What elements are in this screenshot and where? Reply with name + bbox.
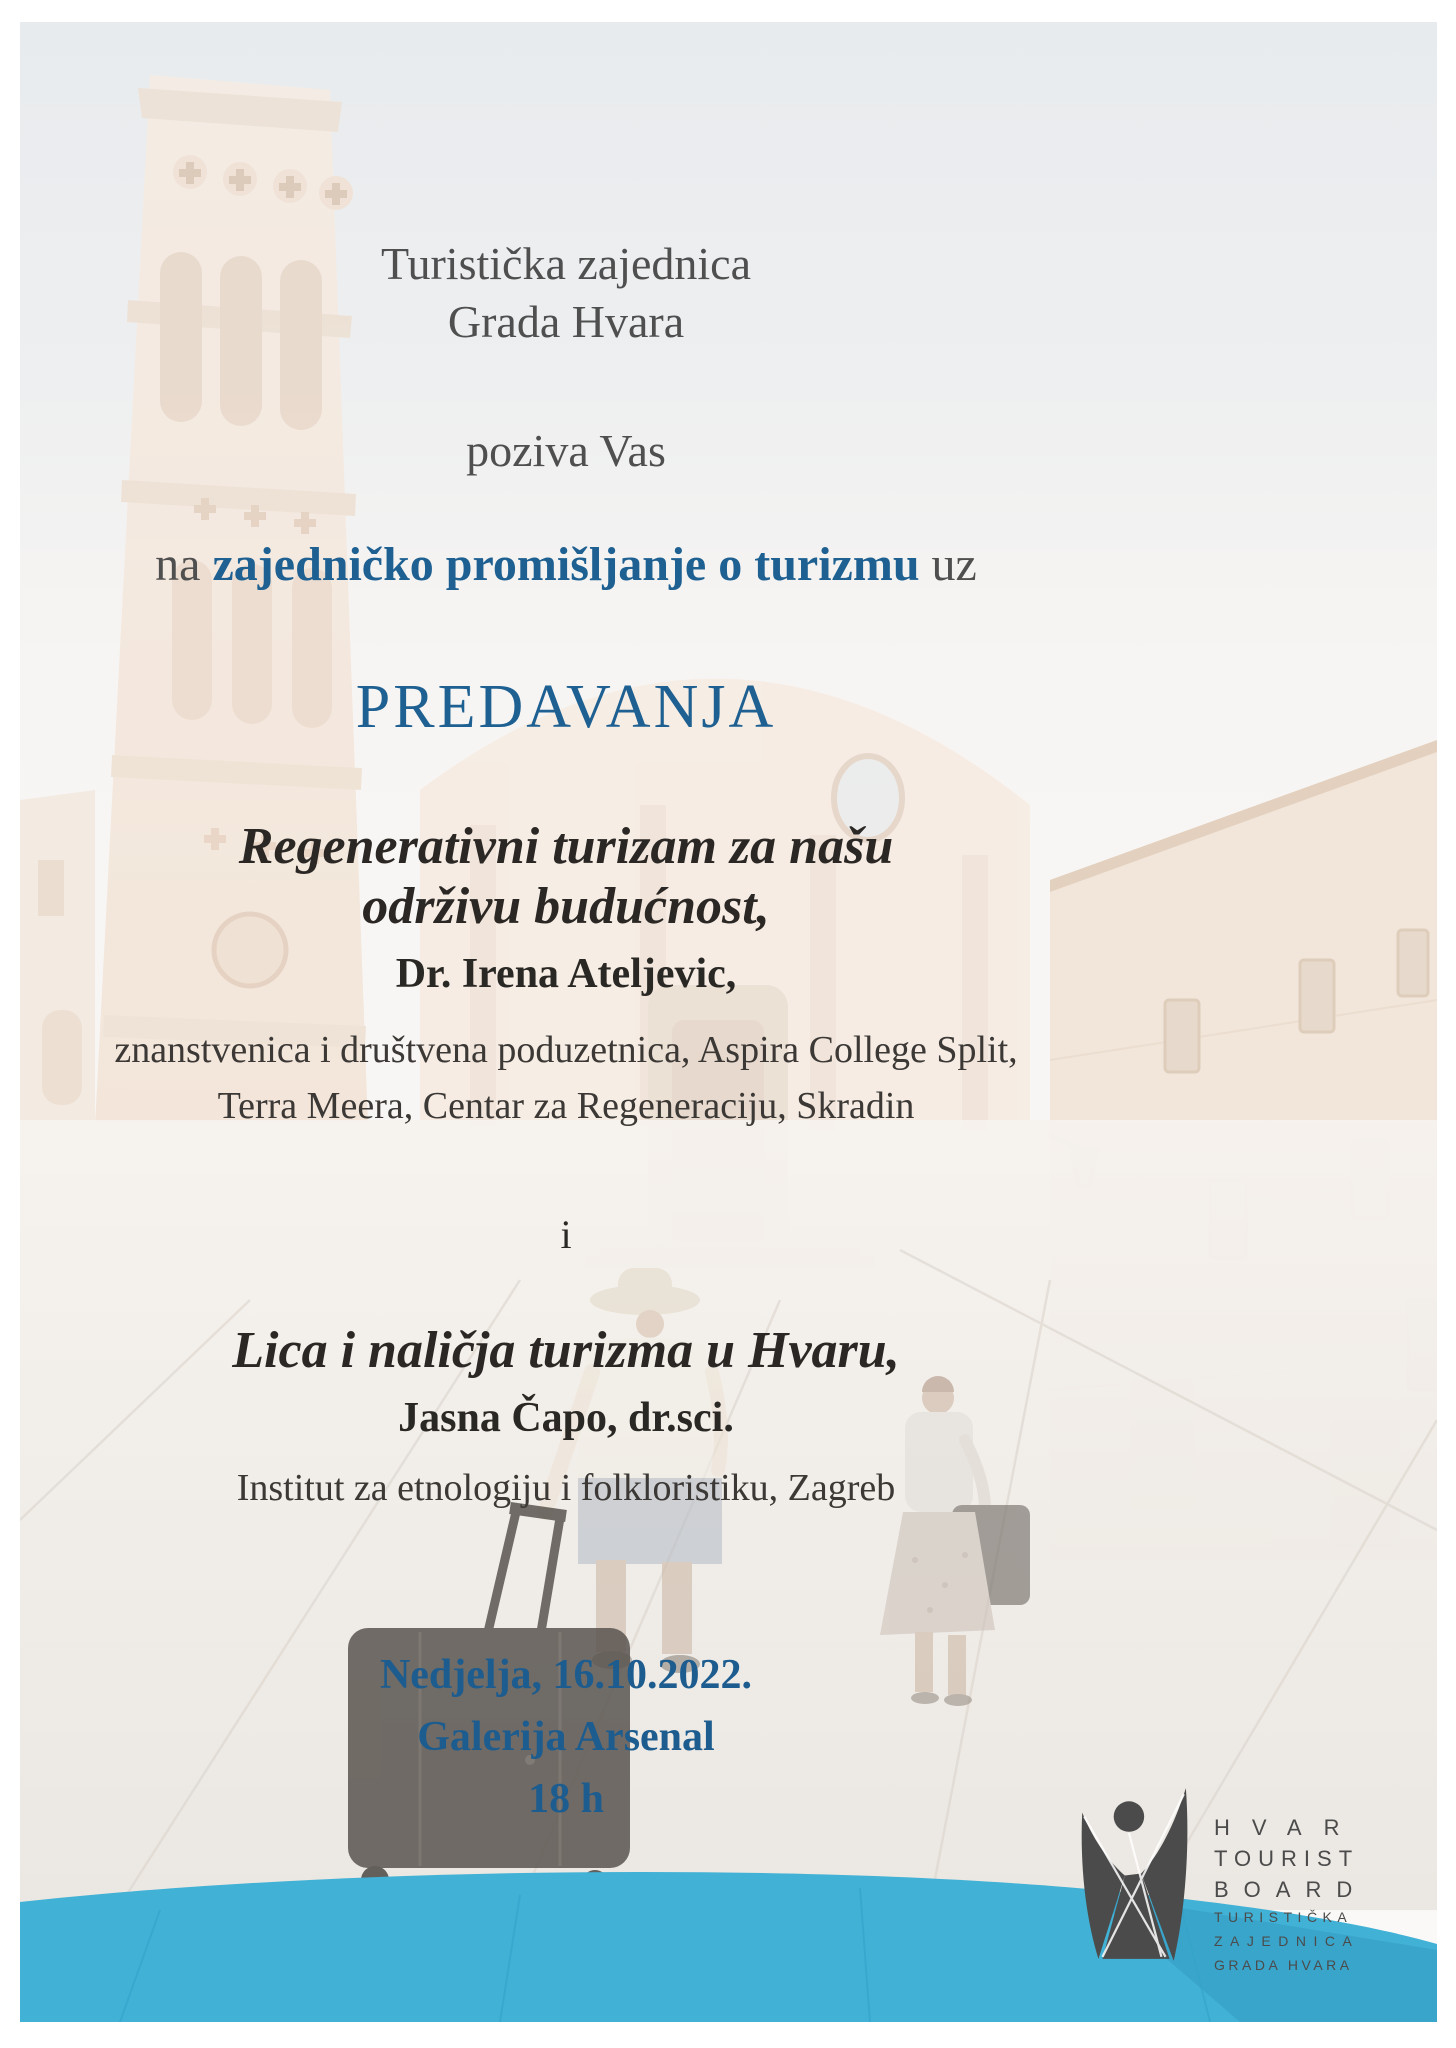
organization-name-line1: Turistička zajednica xyxy=(380,238,752,289)
lecture1-title-line1: Regenerativni turizam za našu xyxy=(238,818,894,875)
theme-prefix: na xyxy=(155,538,201,591)
logo-line-tourist: TOURIST xyxy=(1214,1846,1360,1871)
organization-name-line2: Grada Hvara xyxy=(447,296,685,347)
theme-suffix: uz xyxy=(931,538,977,591)
lecture2-title: Lica i naličja turizma u Hvaru, xyxy=(232,1322,900,1379)
event-date: Nedjelja, 16.10.2022. xyxy=(379,1652,753,1698)
invitation-line: poziva Vas xyxy=(466,425,666,476)
separator-i: i xyxy=(560,1212,572,1257)
theme-line xyxy=(20,538,1112,592)
lecture1-title-line2: održivu budućnost, xyxy=(362,878,770,935)
logo-text xyxy=(1214,1786,1367,1977)
logo-line-hvar: HVAR xyxy=(1214,1815,1362,1840)
event-venue: Galerija Arsenal xyxy=(417,1714,715,1760)
logo-line-grada-hvara: GRADA HVARA xyxy=(1214,1957,1353,1973)
lecture1-affiliation-line2: Terra Meera, Centar za Regeneraciju, Skradin xyxy=(217,1085,915,1127)
hvar-tourist-board-figure-icon xyxy=(1072,1786,1194,1964)
logo-line-zajednica: ZAJEDNICA xyxy=(1214,1933,1360,1949)
lecture2-affiliation: Institut za etnologiju i folkloristiku, Zagreb xyxy=(236,1467,896,1509)
theme-highlight: zajedničko promišljanje o turizmu xyxy=(212,538,920,591)
logo-line-turisticka: TURISTIČKA xyxy=(1214,1909,1353,1925)
lecture2-speaker: Jasna Čapo, dr.sci. xyxy=(398,1395,734,1441)
logo-line-board: BOARD xyxy=(1214,1877,1368,1902)
lectures-heading: PREDAVANJA xyxy=(355,673,777,741)
event-time: 18 h xyxy=(528,1776,604,1822)
lecture1-affiliation-line1: znanstvenica i društvena poduzetnica, Aspira College Split, xyxy=(114,1029,1018,1071)
hvar-tourist-board-logo xyxy=(1072,1786,1367,1977)
lecture1-speaker: Dr. Irena Ateljevic, xyxy=(395,951,737,997)
